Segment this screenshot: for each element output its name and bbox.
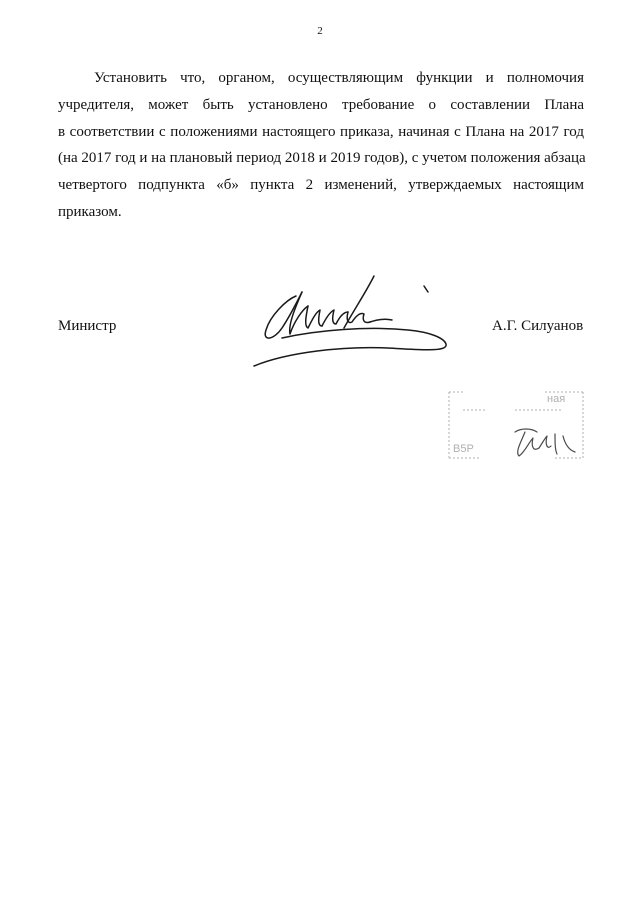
paragraph-line-3: в соответствии с положениями настоящего приказа, начиная с Плана на 2017 год: [58, 123, 584, 140]
stamp-text-top: ная: [547, 393, 566, 405]
paragraph-line-6: приказом.: [58, 203, 122, 220]
signatory-name: А.Г. Силуанов: [492, 318, 584, 334]
body-paragraph: [58, 65, 584, 226]
handwritten-signature: [248, 268, 458, 376]
page-number: 2: [317, 25, 323, 37]
paragraph-line-5: четвертого подпункта «б» пункта 2 изменений, утверждаемых настоящим: [58, 177, 584, 194]
paragraph-line-1: Установить что, органом, осуществляющим функции и полномочия: [94, 70, 584, 86]
registration-stamp: [445, 388, 587, 462]
stamp-code: В5Р: [453, 443, 474, 455]
paragraph-line-4: (на 2017 год и на плановый период 2018 и 2019 годов), с учетом положения абзаца: [58, 150, 586, 167]
paragraph-line-2: учредителя, может быть установлено требование о составлении Плана: [58, 96, 584, 113]
signatory-position: Министр: [58, 318, 117, 334]
